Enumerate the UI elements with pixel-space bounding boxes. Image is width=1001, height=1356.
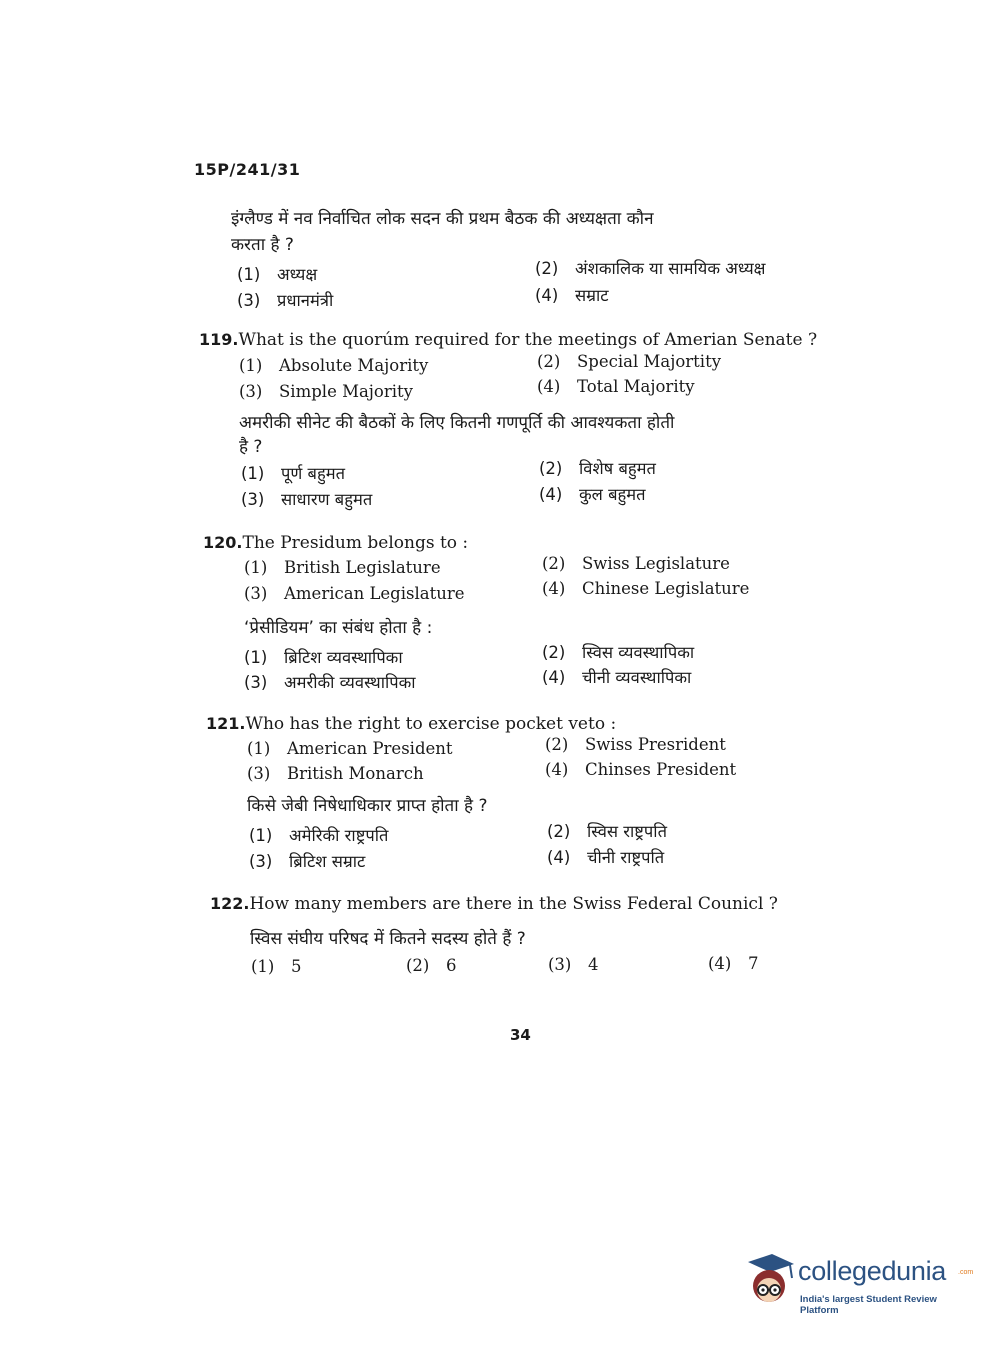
brand-domain: .com — [958, 1269, 974, 1276]
q122-question: 122.How many members are there in the Swiss Federal Counicl ? — [210, 894, 778, 914]
q122-option-4: (4) 7 — [708, 954, 759, 973]
q122-option-2: (2) 6 — [406, 956, 457, 975]
collegedunia-watermark — [742, 1252, 972, 1314]
q119-hindi-option-2: (2) विशेष बहुमत — [539, 459, 656, 478]
q120-hindi-line1: ‘प्रेसीडियम’ का संबंध होता है : — [244, 618, 433, 638]
q121-hindi-line1: किसे जेबी निषेधाधिकार प्राप्त होता है ? — [247, 796, 488, 816]
q121-option-1: (1) American President — [247, 739, 453, 758]
q120-hindi-option-1: (1) ब्रिटिश व्यवस्थापिका — [244, 648, 403, 667]
q119-question: 119.What is the quorúm required for the meetings of Amerian Senate ? — [199, 330, 818, 350]
q120-option-3: (3) American Legislature — [244, 584, 465, 603]
q120-hindi-option-4: (4) चीनी व्यवस्थापिका — [542, 668, 692, 687]
q118-option-3: (3) प्रधानमंत्री — [237, 291, 334, 310]
brand-tagline: India's largest Student Review Platform — [800, 1294, 937, 1316]
q119-hindi-line1: अमरीकी सीनेट की बैठकों के लिए कितनी गणपूर्ति की आवश्यकता होती — [239, 413, 675, 433]
paper-code: 15P/241/31 — [194, 160, 301, 179]
q121-hindi-option-1: (1) अमेरिकी राष्ट्रपति — [249, 826, 389, 845]
q119-option-4: (4) Total Majority — [537, 377, 695, 396]
q118-option-4: (4) सम्राट — [535, 286, 609, 305]
q121-option-4: (4) Chinses President — [545, 760, 737, 779]
q118-option-1: (1) अध्यक्ष — [237, 265, 318, 284]
q121-option-3: (3) British Monarch — [247, 764, 424, 783]
q119-hindi-option-3: (3) साधारण बहुमत — [241, 490, 373, 509]
q121-question: 121.Who has the right to exercise pocket veto : — [206, 714, 617, 734]
q122-option-3: (3) 4 — [548, 955, 599, 974]
q119-option-3: (3) Simple Majority — [239, 382, 413, 401]
q119-hindi-line2: है ? — [239, 437, 263, 457]
q118-option-2: (2) अंशकालिक या सामयिक अध्यक्ष — [535, 259, 766, 278]
q119-option-2: (2) Special Majortity — [537, 352, 722, 371]
q119-option-1: (1) Absolute Majority — [239, 356, 429, 375]
q122-option-1: (1) 5 — [251, 957, 302, 976]
q121-hindi-option-2: (2) स्विस राष्ट्रपति — [547, 822, 667, 841]
q120-hindi-option-3: (3) अमरीकी व्यवस्थापिका — [244, 673, 416, 692]
q120-hindi-option-2: (2) स्विस व्यवस्थापिका — [542, 643, 695, 662]
q121-option-2: (2) Swiss Presrident — [545, 735, 726, 754]
student-mascot-icon — [742, 1252, 796, 1312]
brand-name: collegedunia — [798, 1256, 947, 1286]
q119-hindi-option-1: (1) पूर्ण बहुमत — [241, 464, 346, 483]
q119-hindi-option-4: (4) कुल बहुमत — [539, 485, 646, 504]
q120-option-2: (2) Swiss Legislature — [542, 554, 730, 573]
q121-hindi-option-4: (4) चीनी राष्ट्रपति — [547, 848, 665, 867]
q122-hindi-line1: स्विस संघीय परिषद में कितने सदस्य होते हैं ? — [250, 929, 526, 949]
q118-hindi-line2: करता है ? — [231, 235, 294, 255]
q118-hindi-line1: इंग्लैण्ड में नव निर्वाचित लोक सदन की प्रथम बैठक की अध्यक्षता कौन — [231, 209, 654, 229]
q120-option-4: (4) Chinese Legislature — [542, 579, 750, 598]
q120-option-1: (1) British Legislature — [244, 558, 441, 577]
q121-hindi-option-3: (3) ब्रिटिश सम्राट — [249, 852, 366, 871]
page-number: 34 — [510, 1026, 531, 1044]
q120-question: 120.The Presidum belongs to : — [203, 533, 469, 553]
